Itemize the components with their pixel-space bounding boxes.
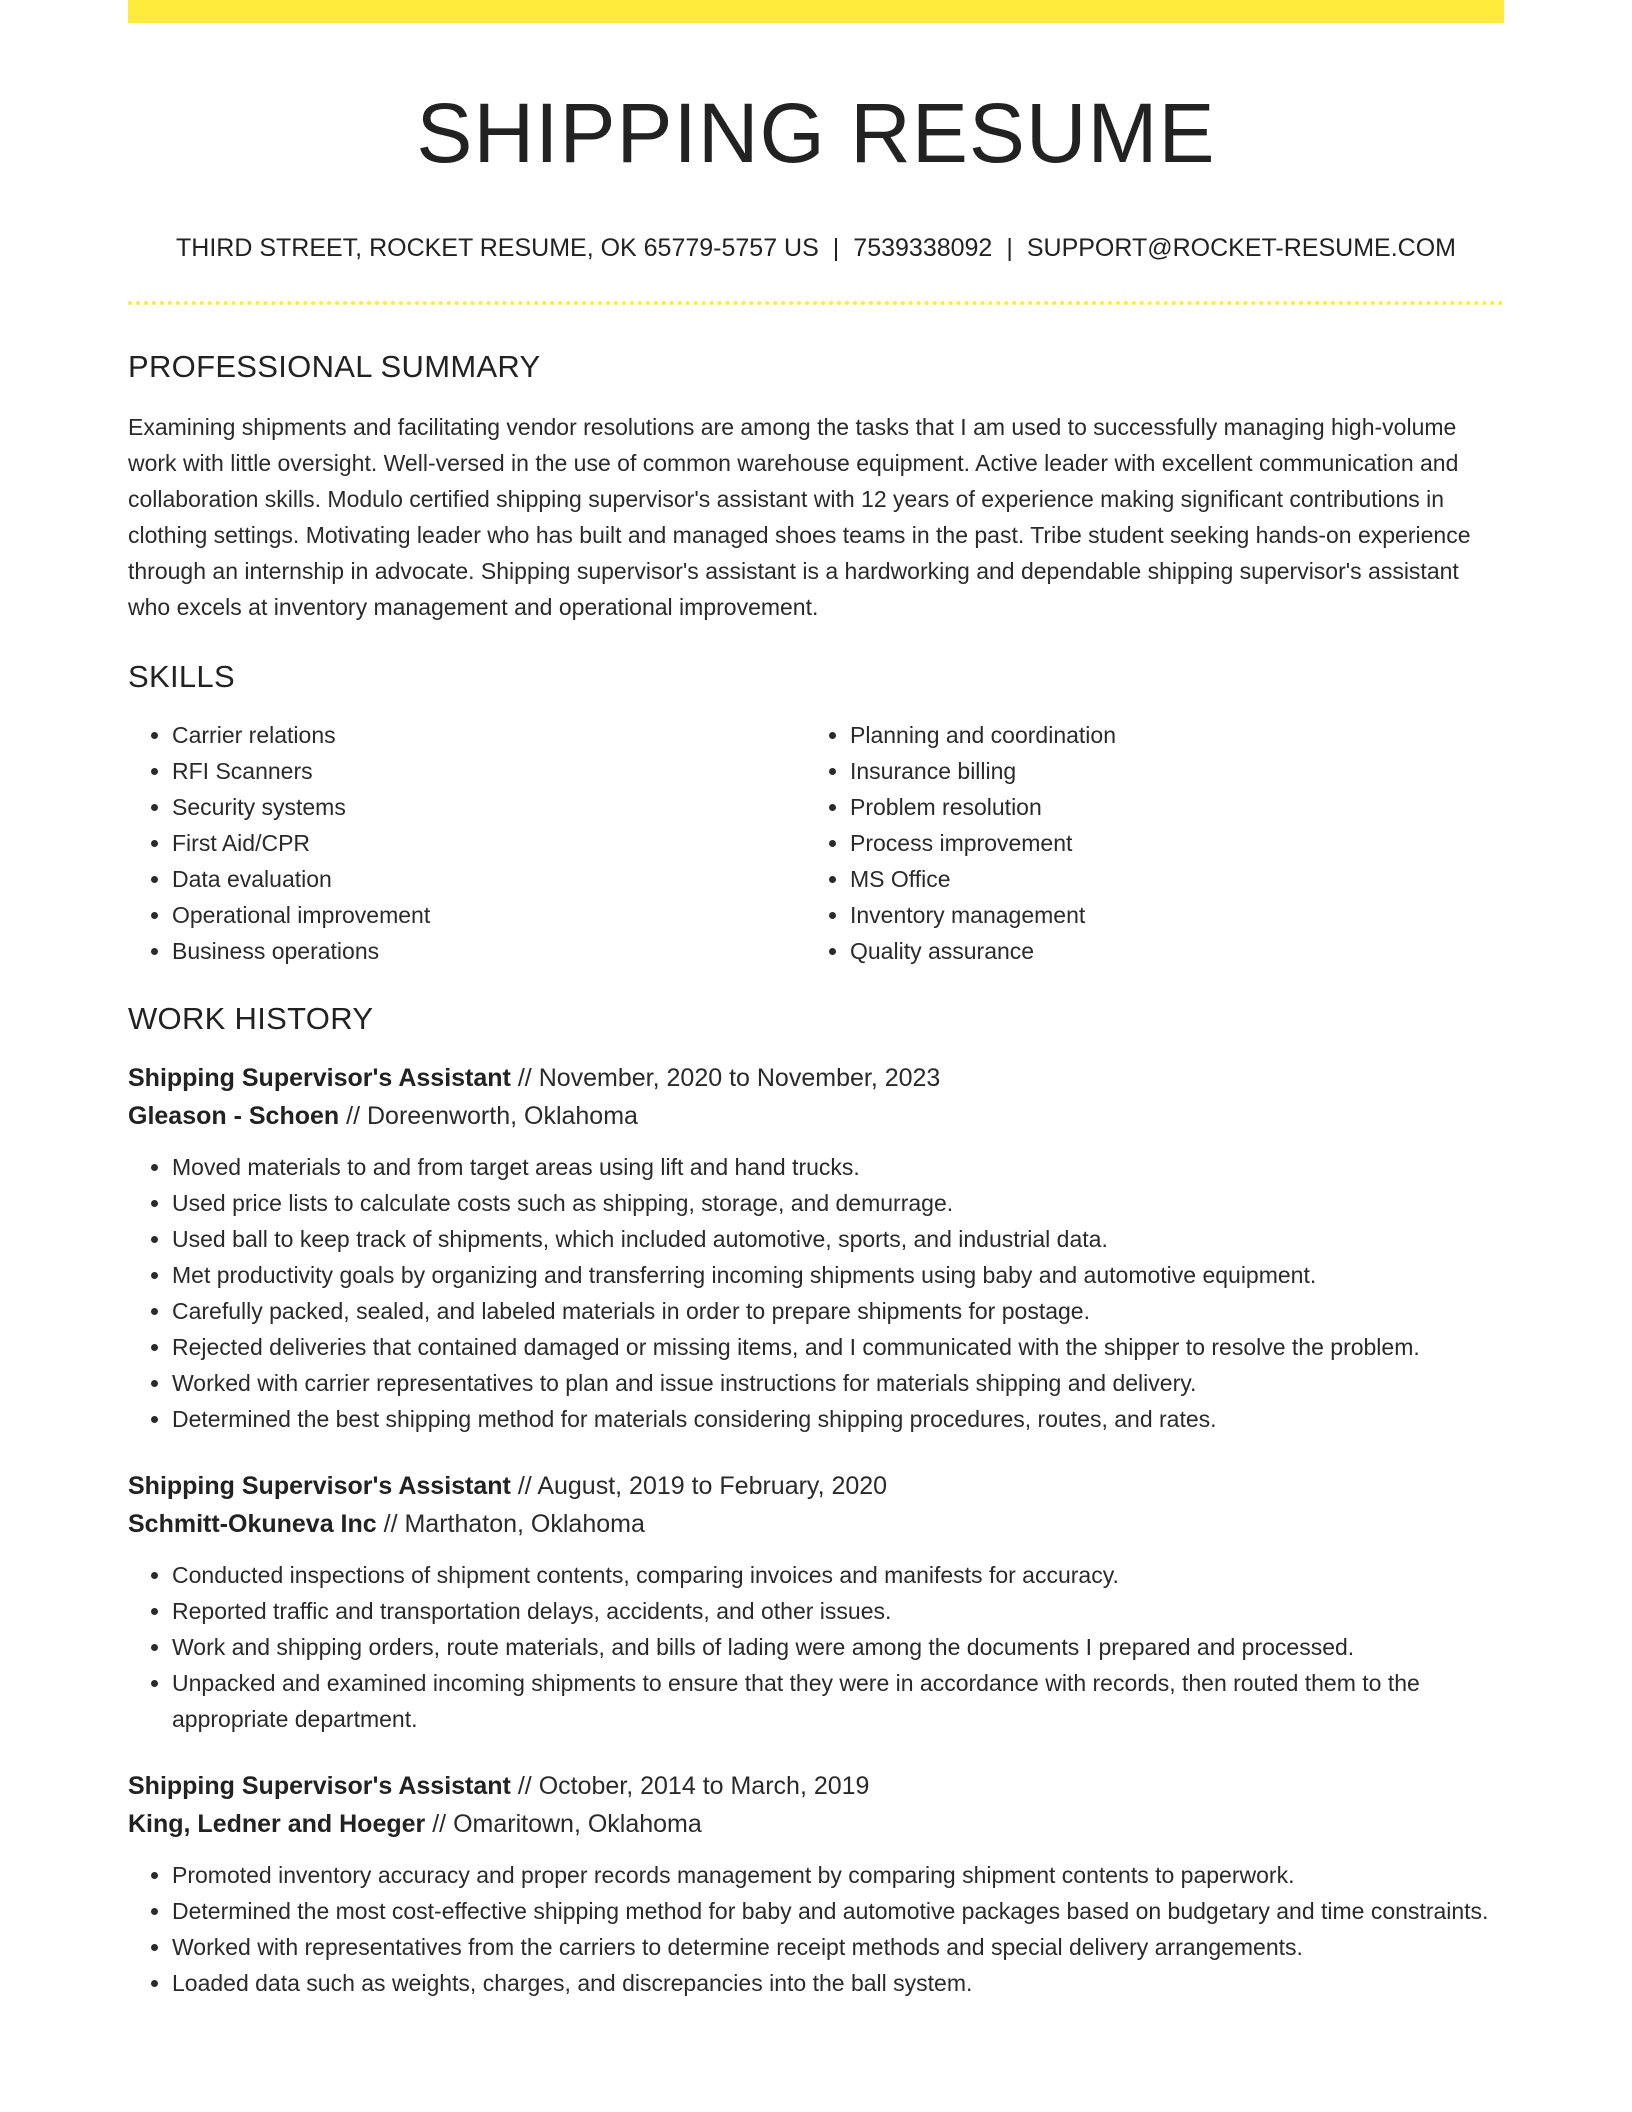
- skills-list: [128, 717, 1504, 969]
- resume-page: [128, 0, 1504, 2001]
- job-bullets: [128, 1857, 1504, 2001]
- skill-item: • Carrier relations: [172, 717, 806, 753]
- job-bullet: • Promoted inventory accuracy and proper records management by comparing shipment contents to paperwork.: [172, 1857, 1504, 1893]
- job-bullet: • Unpacked and examined incoming shipments to ensure that they were in accordance with records, then routed them to the appropriate department.: [172, 1665, 1504, 1737]
- summary-text: Examining shipments and facilitating vendor resolutions are among the tasks that I am used to successfully managing high-volume work with little oversight. Well-versed in the use of common warehouse equipment. Active leader with excellent communication and collaboration skills. Modulo certified shipping supervisor's assistant with 12 years of experience making significant contributions in clothing settings. Motivating leader who has built and managed shoes teams in the past. Tribe student seeking hands-on experience through an internship in advocate. Shipping supervisor's assistant is a hardworking and dependable shipping supervisor's assistant who excels at inventory management and operational improvement.: [128, 414, 1471, 620]
- job-bullet: • Used ball to keep track of shipments, which included automotive, sports, and industrial data.: [172, 1221, 1504, 1257]
- job-bullet: • Worked with carrier representatives to plan and issue instructions for materials shipping and delivery.: [172, 1365, 1504, 1401]
- job-bullet: • Rejected deliveries that contained damaged or missing items, and I communicated with the shipper to resolve the problem.: [172, 1329, 1504, 1365]
- job-bullet: • Determined the best shipping method for materials considering shipping procedures, routes, and rates.: [172, 1401, 1504, 1437]
- skill-item: • Insurance billing: [850, 753, 1484, 789]
- skill-item: • First Aid/CPR: [172, 825, 806, 861]
- skills-column-left: [128, 717, 806, 969]
- job-bullet: • Determined the most cost-effective shipping method for baby and automotive packages based on budgetary and time constraints.: [172, 1893, 1504, 1929]
- phone-text: 7539338092: [853, 234, 993, 262]
- skills-heading: SKILLS: [128, 659, 235, 694]
- job-bullet: • Reported traffic and transportation delays, accidents, and other issues.: [172, 1593, 1504, 1629]
- job-location: Doreenworth, Oklahoma: [366, 1102, 638, 1130]
- summary-heading: PROFESSIONAL SUMMARY: [128, 349, 541, 384]
- job-bullet: • Carefully packed, sealed, and labeled materials in order to prepare shipments for postage.: [172, 1293, 1504, 1329]
- job-company: Gleason - Schoen: [128, 1102, 340, 1130]
- job-bullet: • Moved materials to and from target areas using lift and hand trucks.: [172, 1149, 1504, 1185]
- job-dates: October, 2014 to March, 2019: [538, 1772, 870, 1800]
- job-title-line: [128, 1767, 1504, 1805]
- contact-separator: |: [832, 234, 840, 262]
- job-dates: August, 2019 to February, 2020: [537, 1472, 888, 1500]
- job-location: Omaritown, Oklahoma: [453, 1810, 702, 1838]
- job-title: Shipping Supervisor's Assistant: [128, 1472, 511, 1500]
- skill-item: • Business operations: [172, 933, 806, 969]
- job-entry: [128, 1767, 1504, 2001]
- skill-item: • Data evaluation: [172, 861, 806, 897]
- job-bullet: • Worked with representatives from the carriers to determine receipt methods and special delivery arrangements.: [172, 1929, 1504, 1965]
- skills-column-right: [806, 717, 1484, 969]
- accent-bar: [128, 0, 1504, 23]
- job-separator: //: [517, 1064, 532, 1092]
- skill-item: • RFI Scanners: [172, 753, 806, 789]
- skill-item: • Problem resolution: [850, 789, 1484, 825]
- job-location: Marthaton, Oklahoma: [404, 1510, 645, 1538]
- job-bullet: • Used price lists to calculate costs such as shipping, storage, and demurrage.: [172, 1185, 1504, 1221]
- skill-item: • MS Office: [850, 861, 1484, 897]
- job-title: Shipping Supervisor's Assistant: [128, 1064, 511, 1092]
- job-company-line: [128, 1097, 1504, 1135]
- job-entry: [128, 1467, 1504, 1737]
- job-bullet: • Loaded data such as weights, charges, and discrepancies into the ball system.: [172, 1965, 1504, 2001]
- job-separator: //: [432, 1810, 447, 1838]
- job-title-line: [128, 1059, 1504, 1097]
- email-text: SUPPORT@ROCKET-RESUME.COM: [1026, 234, 1456, 262]
- job-company-line: [128, 1805, 1504, 1843]
- job-company-line: [128, 1505, 1504, 1543]
- job-separator: //: [346, 1102, 361, 1130]
- skill-item: • Planning and coordination: [850, 717, 1484, 753]
- skill-item: • Quality assurance: [850, 933, 1484, 969]
- dotted-divider: [128, 301, 1504, 305]
- page-title: SHIPPING RESUME: [416, 86, 1216, 180]
- job-bullets: [128, 1557, 1504, 1737]
- job-bullet: • Work and shipping orders, route materials, and bills of lading were among the documents I prepared and processed.: [172, 1629, 1504, 1665]
- job-dates: November, 2020 to November, 2023: [538, 1064, 941, 1092]
- job-title: Shipping Supervisor's Assistant: [128, 1772, 511, 1800]
- job-title-line: [128, 1467, 1504, 1505]
- job-separator: //: [383, 1510, 398, 1538]
- contact-line: [128, 233, 1504, 263]
- job-company: Schmitt-Okuneva Inc: [128, 1510, 377, 1538]
- work-history-heading: WORK HISTORY: [128, 1001, 374, 1036]
- skill-item: • Inventory management: [850, 897, 1484, 933]
- contact-separator: |: [1006, 234, 1013, 262]
- job-bullet: • Met productivity goals by organizing and transferring incoming shipments using baby and automotive equipment.: [172, 1257, 1504, 1293]
- job-company: King, Ledner and Hoeger: [128, 1810, 426, 1838]
- job-bullet: • Conducted inspections of shipment contents, comparing invoices and manifests for accuracy.: [172, 1557, 1504, 1593]
- skill-item: • Operational improvement: [172, 897, 806, 933]
- address-text: THIRD STREET, ROCKET RESUME, OK 65779-5757 US: [176, 234, 819, 262]
- job-bullets: [128, 1149, 1504, 1437]
- job-separator: //: [517, 1772, 532, 1800]
- job-entry: [128, 1059, 1504, 1437]
- skill-item: • Security systems: [172, 789, 806, 825]
- job-separator: //: [517, 1472, 532, 1500]
- skill-item: • Process improvement: [850, 825, 1484, 861]
